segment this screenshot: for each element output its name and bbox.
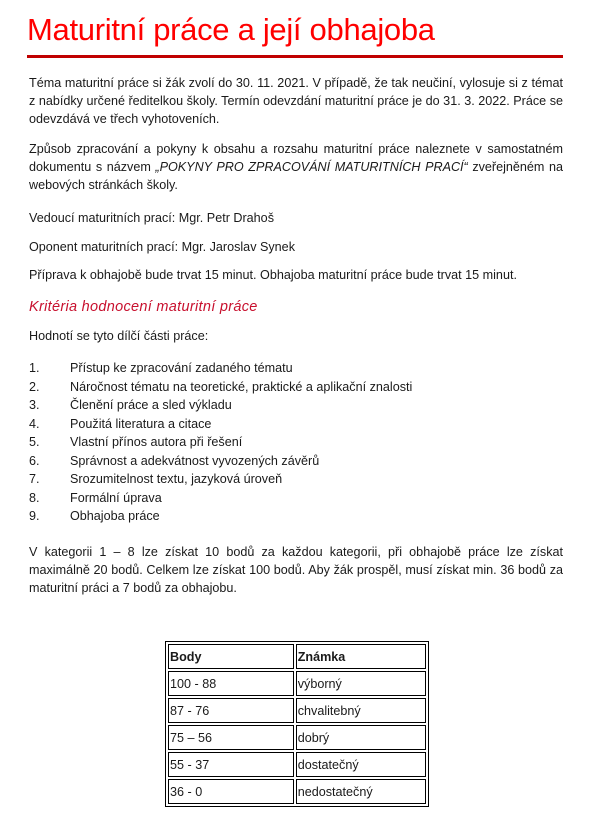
table-cell-grade: dostatečný (296, 752, 426, 777)
criteria-item-number: 1. (29, 361, 40, 375)
criteria-item-number: 3. (29, 398, 40, 412)
table-header-row (168, 644, 426, 669)
criteria-item-text: Přístup ke zpracování zadaného tématu (70, 361, 293, 375)
criteria-item-text: Správnost a adekvátnost vyvozených závěrů (70, 453, 320, 468)
criteria-item (29, 433, 412, 452)
table-header-points: Body (168, 644, 294, 669)
criteria-item-text: Formální úprava (70, 490, 162, 505)
criteria-item-number: 6. (29, 453, 40, 468)
criteria-item-text: Použitá literatura a citace (70, 416, 212, 431)
criteria-item-text: Obhajoba práce (70, 509, 160, 523)
criteria-item (29, 489, 412, 508)
criteria-item (29, 396, 412, 415)
supervisor-line: Vedoucí maturitních prací: Mgr. Petr Drahoš (29, 211, 274, 225)
criteria-item (29, 415, 412, 434)
criteria-item (29, 452, 412, 471)
criteria-item (29, 507, 412, 526)
table-cell-grade: chvalitebný (296, 698, 426, 723)
page-title: Maturitní práce a její obhajoba (27, 12, 435, 47)
criteria-item-number: 8. (29, 490, 40, 505)
criteria-intro: Hodnotí se tyto dílčí části práce: (29, 329, 209, 343)
criteria-item-number: 9. (29, 509, 40, 523)
criteria-item-number: 2. (29, 379, 40, 394)
timing-line: Příprava k obhajobě bude trvat 15 minut. Obhajoba maturitní práce bude trvat 15 minut. (29, 268, 517, 282)
criteria-item-number: 5. (29, 435, 40, 449)
criteria-list (29, 359, 412, 526)
table-row (168, 779, 426, 804)
criteria-item-text: Náročnost tématu na teoretické, praktické a aplikační znalosti (70, 379, 413, 394)
criteria-item (29, 359, 412, 378)
criteria-item-text: Členění práce a sled výkladu (70, 398, 232, 412)
criteria-item-text: Srozumitelnost textu, jazyková úroveň (70, 472, 283, 486)
table-cell-points: 87 - 76 (168, 698, 294, 723)
table-cell-grade: nedostatečný (296, 779, 426, 804)
table-row (168, 671, 426, 696)
table-cell-points: 55 - 37 (168, 752, 294, 777)
table-row (168, 752, 426, 777)
guidelines-text-before: Způsob zpracování a pokyny k obsahu a rozsahu maturitní práce naleznete v samostatném dokumentu s názvem (29, 142, 563, 174)
table-header-grade: Známka (296, 644, 426, 669)
opponent-line: Oponent maturitních prací: Mgr. Jaroslav Synek (29, 240, 295, 254)
intro-paragraph: Téma maturitní práce si žák zvolí do 30. 11. 2021. V případě, že tak neučiní, vylosuje si z témat z nabídky určené ředitelkou školy. Termín odevzdání maturitní práce je do 31. 3. 2022. Práce se odevzdává ve třech vyhotoveních. (29, 76, 563, 126)
table-cell-grade: dobrý (296, 725, 426, 750)
criteria-item-number: 4. (29, 416, 40, 431)
table-cell-grade: výborný (296, 671, 426, 696)
criteria-item (29, 378, 412, 397)
table-cell-points: 36 - 0 (168, 779, 294, 804)
table-row (168, 725, 426, 750)
guidelines-paragraph (29, 140, 563, 194)
table-cell-points: 75 – 56 (168, 725, 294, 750)
criteria-item-number: 7. (29, 472, 40, 486)
table-cell-points: 100 - 88 (168, 671, 294, 696)
criteria-item-text: Vlastní přínos autora při řešení (70, 435, 243, 449)
guidelines-document-name: „POKYNY PRO ZPRACOVÁNÍ MATURITNÍCH PRACÍ“ (155, 160, 468, 174)
guidelines-text-after: zveřejněném na webových stránkách školy. (29, 160, 563, 192)
table-row (168, 698, 426, 723)
criteria-item (29, 470, 412, 489)
grades-table (165, 641, 429, 807)
criteria-heading: Kritéria hodnocení maturitní práce (29, 299, 258, 315)
scoring-paragraph: V kategorii 1 – 8 lze získat 10 bodů za každou kategorii, při obhajobě práce lze získat maximálně 20 bodů. Celkem lze získat 100 bodů. Aby žák prospěl, musí získat min. 36 bodů za maturitní práci a 7 bodů za obhajobu. (29, 545, 563, 595)
title-underline (27, 55, 563, 58)
